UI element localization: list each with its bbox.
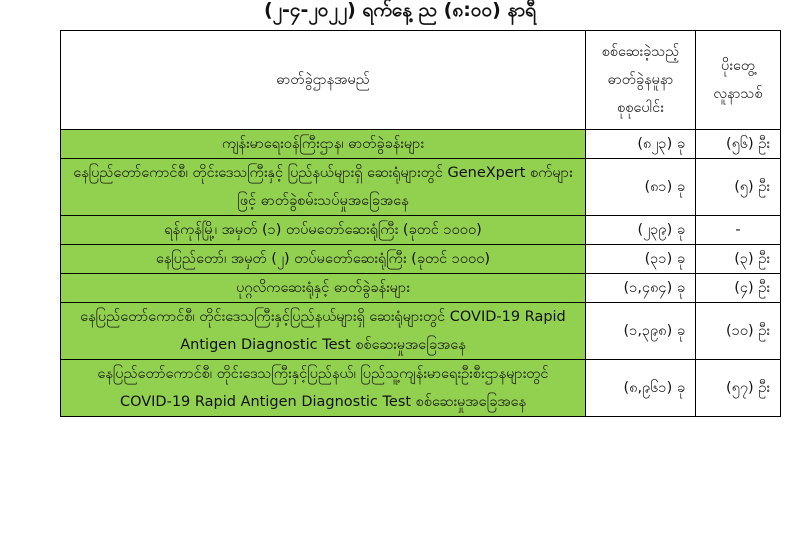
header-positive: ပိုးတွေ့ လူနာသစ် [696,31,781,130]
table-row [61,303,781,360]
tests-cell: (၈၂၃) ခု [586,130,696,159]
report-title: (၂-၄-၂၀၂၂) ရက်နေ့ ည (၈:၀၀) နာရီ [263,0,537,21]
positive-cell: - [696,216,781,245]
positive-cell: (၁၀) ဦး [696,303,781,360]
positive-cell: (၅) ဦး [696,159,781,216]
table-row [61,360,781,417]
tests-cell: (၂၃၉) ခု [586,216,696,245]
header-lab-name: ဓာတ်ခွဲဌာနအမည် [61,31,586,130]
lab-name-cell: ရန်ကုန်မြို့၊ အမှတ် (၁) တပ်မတော်ဆေးရုံကြီး (ခုတင် ၁၀၀၀) [61,216,586,245]
lab-name-cell: ကျန်းမာရေးဝန်ကြီးဌာန၊ ဓာတ်ခွဲခန်းများ [61,130,586,159]
lab-name-cell: နေပြည်တော်ကောင်စီ၊ တိုင်းဒေသကြီးနှင့် ပြည်နယ်များရှိ ဆေးရုံများတွင် GeneXpert စက်များဖြင့် ဓာတ်ခွဲစမ်းသပ်မှုအခြေအနေ [61,159,586,216]
positive-cell: (၄) ဦး [696,274,781,303]
positive-cell: (၃) ဦး [696,245,781,274]
tests-cell: (၈၁) ခု [586,159,696,216]
table-row [61,216,781,245]
lab-name-cell: နေပြည်တော်ကောင်စီ၊ တိုင်းဒေသကြီးနှင့်ပြည်နယ်၊ ပြည်သူ့ကျန်းမာရေးဦးစီးဌာနများတွင် COVID-19 Rapid Antigen Diagnostic Test စစ်ဆေးမှုအခြေအနေ [61,360,586,417]
lab-name-cell: ပုဂ္ဂလိကဆေးရုံနှင့် ဓာတ်ခွဲခန်းများ [61,274,586,303]
tests-cell: (၈,၉၆၁) ခု [586,360,696,417]
lab-name-cell: နေပြည်တော်၊ အမှတ် (၂) တပ်မတော်ဆေးရုံကြီး (ခုတင် ၁၀၀၀) [61,245,586,274]
tests-cell: (၃၁) ခု [586,245,696,274]
header-tests-total: စစ်ဆေးခဲ့သည့် ဓာတ်ခွဲနမူနာ စုစုပေါင်း [586,31,696,130]
table-row [61,274,781,303]
table-row [61,159,781,216]
positive-cell: (၅၇) ဦး [696,360,781,417]
positive-cell: (၅၆) ဦး [696,130,781,159]
tests-cell: (၁,၄၈၄) ခု [586,274,696,303]
table-row [61,130,781,159]
table-header-row [61,31,781,130]
tests-cell: (၁,၃၉၈) ခု [586,303,696,360]
table-row [61,245,781,274]
lab-name-cell: နေပြည်တော်ကောင်စီ၊ တိုင်းဒေသကြီးနှင့်ပြည်နယ်များရှိ ဆေးရုံများတွင် COVID-19 Rapid Antigen Diagnostic Test စစ်ဆေးမှုအခြေအနေ [61,303,586,360]
lab-results-table [60,30,781,417]
